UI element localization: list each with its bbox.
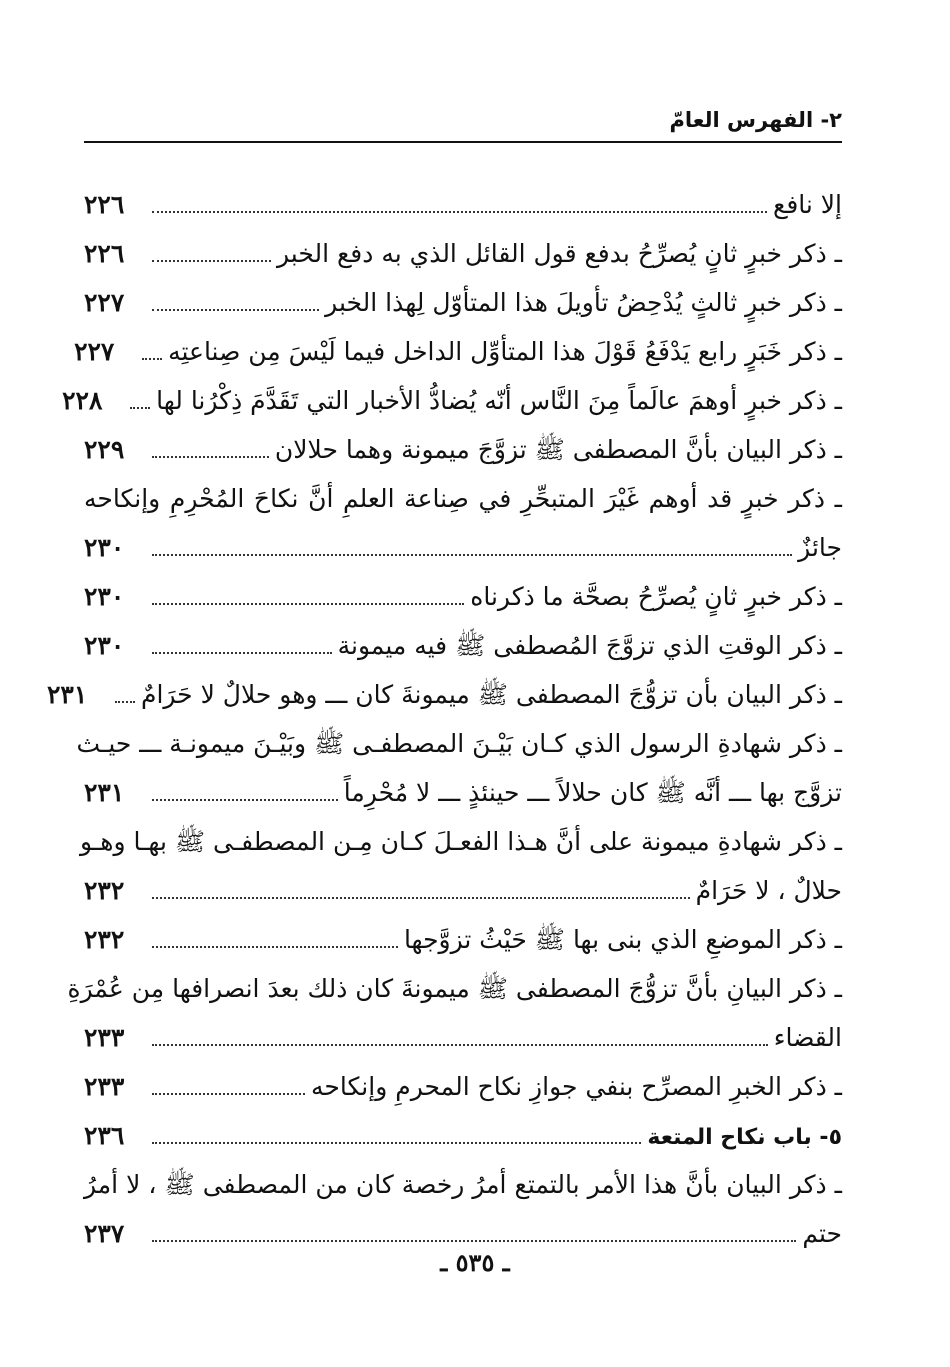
entry-last-line [84, 1013, 842, 1062]
entry-text: إلا نافع [773, 190, 842, 219]
entry-last-line [62, 376, 842, 425]
index-entry [84, 915, 842, 964]
dot-leader [152, 1142, 641, 1144]
page-ref: ٢٢٨ [62, 386, 103, 415]
index-entry [84, 278, 842, 327]
page-ref: ٢٢٩ [84, 435, 125, 464]
page-ref: ٢٢٦ [84, 190, 125, 219]
page-ref: ٢٣٠ [84, 582, 125, 611]
entry-text: ـ ذكر خَبَرٍ رابع يَدْفَعُ قَوْلَ هذا المتأوِّل الداخل فيما لَيْسَ مِن صِناعتِه [168, 337, 842, 366]
page-ref: ٢٣٣ [84, 1072, 125, 1101]
entry-last-line [84, 1111, 842, 1160]
entry-text: ـ ذكر خبرٍ ثانٍ يُصرِّحُ بدفع قول القائل الذي به دفع الخبر [277, 239, 842, 268]
page-ref: ٢٣٧ [84, 1219, 125, 1248]
entry-text: ـ ذكر خبرٍ أوهمَ عالَماً مِنَ النَّاس أنّه يُضادُّ الأخبار التي تَقَدَّمَ ذِكْرُنا لها [156, 386, 842, 415]
entry-last-line [84, 180, 842, 229]
page-number: ـ ٥٣٥ ـ [440, 1248, 510, 1277]
page-ref: ٢٣٦ [84, 1121, 125, 1150]
index-entry [80, 817, 842, 915]
entry-last-line [84, 523, 842, 572]
entry-last-line [84, 425, 842, 474]
page-ref: ٢٣٠ [84, 631, 125, 660]
entry-last-line [46, 670, 842, 719]
page-ref: ٢٣٢ [84, 876, 125, 905]
dot-leader [152, 456, 269, 458]
entry-text: ـ ذكر البيان بأن تزوُّجَ المصطفى ﷺ ميمونةَ كان ـــ وهو حلالٌ لا حَرَامٌ [140, 680, 842, 709]
entry-last-line [84, 229, 842, 278]
entry-text-line: ـ ذكر البيان بأنَّ هذا الأمر بالتمتع أمرُ رخصة كان من المصطفى ﷺ ، لا أمرُ [84, 1170, 842, 1199]
index-entry [67, 964, 842, 1062]
dot-leader [142, 358, 162, 360]
dot-leader [152, 1044, 768, 1046]
page-ref: ٢٣٠ [84, 533, 125, 562]
entry-text: القضاء [773, 1023, 842, 1052]
dot-leader [115, 701, 135, 703]
entry-text: ـ ذكر البيان بأنَّ المصطفى ﷺ تزوَّجَ ميمونة وهما حلالان [274, 435, 842, 464]
index-entry [84, 1160, 842, 1258]
index-entry [84, 180, 842, 229]
page-ref: ٢٢٦ [84, 239, 125, 268]
entry-last-line [84, 621, 842, 670]
entry-text: ـ ذكر خبرٍ ثانٍ يُصرِّحُ بصحَّة ما ذكرناه [470, 582, 842, 611]
entry-last-line [84, 915, 842, 964]
entry-text: ـ ذكر الموضعِ الذي بنى بها ﷺ حَيْثُ تزوَّجها [403, 925, 842, 954]
page-ref: ٢٣٢ [84, 925, 125, 954]
page-ref: ٢٣١ [46, 680, 88, 709]
index-entry [46, 670, 842, 719]
index-entry [84, 621, 842, 670]
index-entry [84, 572, 842, 621]
dot-leader [152, 211, 767, 213]
entry-last-line [84, 278, 842, 327]
entry-text: ـ ذكر الوقتِ الذي تزوَّجَ المُصطفى ﷺ فيه ميمونة [337, 631, 842, 660]
dot-leader [152, 603, 464, 605]
entry-text: ٥- باب نكاح المتعة [647, 1125, 842, 1150]
dot-leader [152, 309, 319, 311]
index-entry [84, 474, 842, 572]
dot-leader [152, 652, 332, 654]
page-ref: ٢٣١ [84, 778, 125, 807]
dot-leader [152, 1093, 305, 1095]
dot-leader [152, 1240, 796, 1242]
page-ref: ٢٢٧ [84, 288, 125, 317]
entry-text-line: ـ ذكر البيانِ بأنَّ تزوُّجَ المصطفى ﷺ ميمونةَ كان ذلك بعدَ انصرافها مِن عُمْرَةِ [67, 974, 842, 1003]
entry-last-line [84, 768, 842, 817]
page-header [84, 108, 842, 142]
entry-text-line: ـ ذكر شهادةِ الرسول الذي كـان بَيْـنَ المصطفـى ﷺ وبَيْـنَ ميمونـة ـــ حيـث [76, 729, 842, 758]
page-ref: ٢٣٣ [84, 1023, 125, 1052]
dot-leader [152, 946, 398, 948]
entry-last-line [84, 1062, 842, 1111]
index-entry [62, 376, 842, 425]
dot-leader [152, 799, 338, 801]
section-heading-entry [84, 1111, 842, 1160]
dot-leader [152, 260, 271, 262]
page-ref: ٢٢٧ [74, 337, 115, 366]
dot-leader [130, 407, 150, 409]
index-entries [46, 180, 842, 1258]
section-title: ٢- الفهرس العامّ [669, 108, 842, 132]
index-entry [84, 1062, 842, 1111]
entry-text: ـ ذكر خبرٍ ثالثٍ يُدْحِضُ تأويلَ هذا المتأوّل لِهذا الخبر [325, 288, 842, 317]
entry-text-line: ـ ذكر شهادةِ ميمونة على أنَّ هـذا الفعـلَ كـان مِـن المصطفـى ﷺ بهـا وهـو [80, 827, 842, 856]
dot-leader [152, 554, 792, 556]
index-entry [84, 229, 842, 278]
entry-text-line: ـ ذكر خبرٍ قد أوهم غَيْرَ المتبحِّرِ في صِناعة العلمِ أنَّ نكاحَ المُحْرِمِ وإنكاحه [84, 484, 842, 513]
entry-last-line [74, 327, 842, 376]
entry-text: ـ ذكر الخبرِ المصرِّح بنفي جوازِ نكاح المحرمِ وإنكاحه [311, 1072, 842, 1101]
index-entry [84, 425, 842, 474]
entry-text: تزوَّج بها ـــ أنَّه ﷺ كان حلالاً ـــ حينئذٍ ـــ لا مُحْرِماً [343, 778, 842, 807]
index-entry [74, 327, 842, 376]
entry-last-line [84, 572, 842, 621]
index-entry [76, 719, 842, 817]
entry-last-line [84, 866, 842, 915]
entry-text: حلالٌ ، لا حَرَامٌ [695, 876, 842, 905]
entry-text: جائزٌ [798, 533, 842, 562]
header-rule [84, 141, 842, 143]
entry-text: حتم [802, 1219, 842, 1248]
dot-leader [152, 897, 690, 899]
